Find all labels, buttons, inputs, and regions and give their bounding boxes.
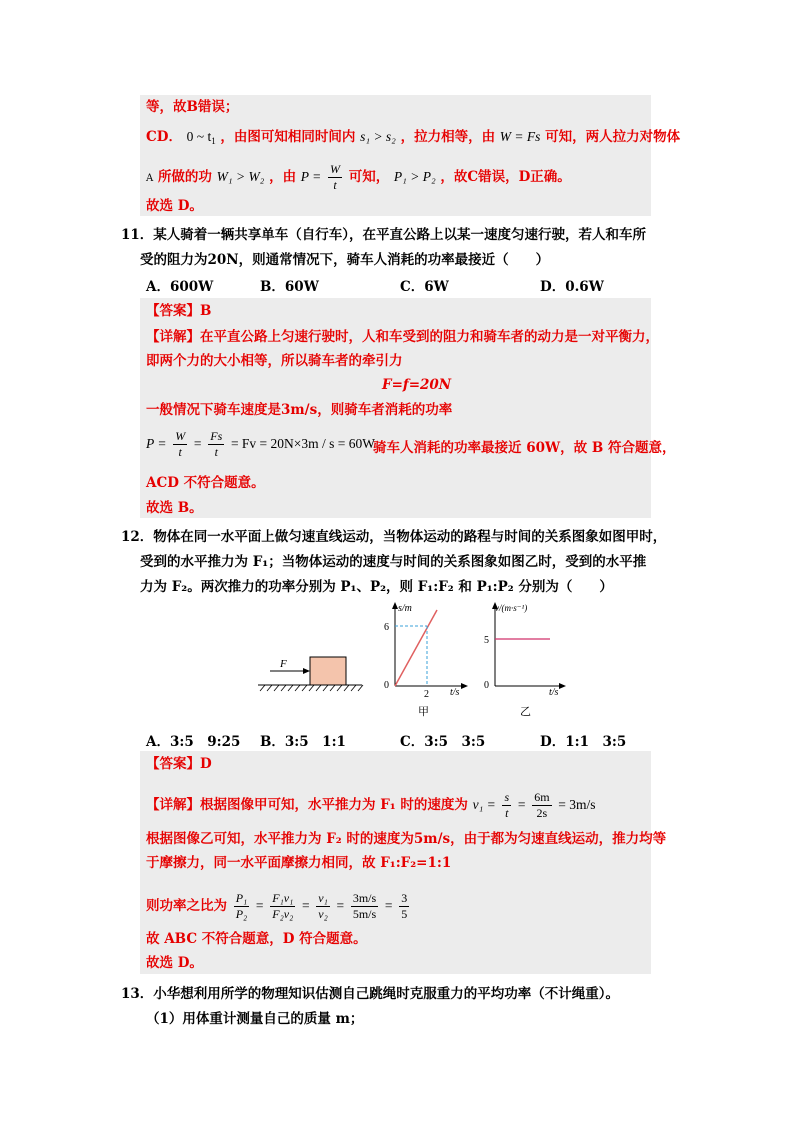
answer-label: 【答案】D (146, 756, 212, 772)
option-d: D．0.6W (540, 279, 604, 295)
graph1-caption: 甲 (418, 706, 429, 718)
question-13-text: 13．小华想利用所学的物理知识估测自己跳绳时克服重力的平均功率（不计绳重）。 (121, 986, 620, 1002)
solution-line: 即两个力的大小相等，所以骑车者的牵引力 (146, 353, 403, 369)
graph2-origin: 0 (484, 680, 489, 691)
graph1-xtick: 2 (424, 689, 429, 700)
solution-line: 【详解】根据图像甲可知，水平推力为 F₁ 时的速度为 v₁ = $\frac{s}{t}$ = $\frac{6m}{2s}$ = 3m/s (146, 790, 596, 820)
option-c: C．6W (400, 279, 449, 295)
solution-line: A 所做的功 W₁ > W₂ ，由 P = $\frac{W}{t}$ 可知， P₁ > P₂ ，故C错误，D正确。 (146, 162, 571, 192)
solution-line: 【详解】在平直公路上匀速行驶时，人和车受到的阻力和骑车者的动力是一对平衡力， (146, 329, 659, 345)
solution-line: CD． 0 ~ $t_1$ ，由图可知相同时间内 s₁ > s₂ ，拉力相等，由 W = Fs 可知，两人拉力对物体 (146, 129, 681, 146)
graph1-origin: 0 (384, 680, 389, 691)
option-b: B．60W (260, 279, 319, 295)
question-11-text: 11．某人骑着一辆共享单车（自行车），在平直公路上以某一速度匀速行驶，若人和车所 (121, 227, 647, 243)
solution-line: 故选 D。 (146, 955, 203, 971)
equation: F=f=20N (382, 377, 452, 393)
power-formula: P = $\frac{W}{t}$ = $\frac{Fs}{t}$ = Fv = 20N×3m / s = 60W (146, 429, 376, 459)
solution-line: 则功率之比为 $\frac{\text{P₁}}{\text{P₂}}$ = $\frac{\text{F₁v₁}}{\text{F₂v₂}}$ = $\frac{\text{v₁}}{\text{v₂}}$ = $\frac{3m/s}{5m/s}$ = $\frac{3}{5}$ (146, 891, 408, 921)
solution-line: 故 ABC 不符合题意，D 符合题意。 (146, 931, 367, 947)
option-b: B．3:5 1:1 (260, 734, 346, 750)
solution-line: 于摩擦力，同一水平面摩擦力相同，故 F₁:F₂=1:1 (146, 855, 452, 871)
graph1-xlabel: t/s (450, 687, 460, 698)
solution-line: 故选 B。 (146, 500, 203, 516)
question-12-text: 12．物体在同一水平面上做匀速直线运动，当物体运动的路程与时间的关系图象如图甲时， (121, 529, 667, 545)
question-13-text: （1）用体重计测量自己的质量 m； (146, 1011, 364, 1027)
solution-line: 一般情况下骑车速度是3m/s，则骑车者消耗的功率 (146, 402, 453, 418)
force-label: F (280, 658, 287, 670)
solution-line: 故选 D。 (146, 198, 203, 214)
question-12-text: 受到的水平推力为 F₁；当物体运动的速度与时间的关系图象如图乙时，受到的水平推 (140, 554, 647, 570)
option-a: A．600W (146, 279, 214, 295)
graph2-ytick: 5 (484, 635, 489, 646)
option-c: C．3:5 3:5 (400, 734, 486, 750)
graph2-xlabel: t/s (549, 687, 559, 698)
graph2-ylabel: v/(m·s⁻¹) (495, 603, 528, 613)
answer-label: 【答案】B (146, 303, 212, 319)
question-12-text: 力为 F₂。两次推力的功率分别为 P₁、P₂，则 F₁:F₂ 和 P₁:P₂ 分别为（ ） (140, 579, 613, 595)
solution-line: ACD 不符合题意。 (146, 475, 265, 491)
solution-line: 等，故B错误； (146, 99, 239, 115)
physics-figure (250, 597, 580, 722)
option-a: A．3:5 9:25 (146, 734, 241, 750)
option-d: D．1:1 3:5 (540, 734, 627, 750)
graph1-ylabel: s/m (398, 603, 412, 614)
block (310, 657, 346, 685)
solution-line: 骑车人消耗的功率最接近 60W，故 B 符合题意， (373, 440, 676, 456)
solution-line: 根据图像乙可知，水平推力为 F₂ 时的速度为5m/s，由于都为匀速直线运动，推力均等 (146, 831, 667, 847)
question-11-text: 受的阻力为20N，则通常情况下，骑车人消耗的功率最接近（ ） (140, 252, 550, 268)
graph2-caption: 乙 (520, 706, 531, 718)
graph1-ytick: 6 (384, 622, 389, 633)
